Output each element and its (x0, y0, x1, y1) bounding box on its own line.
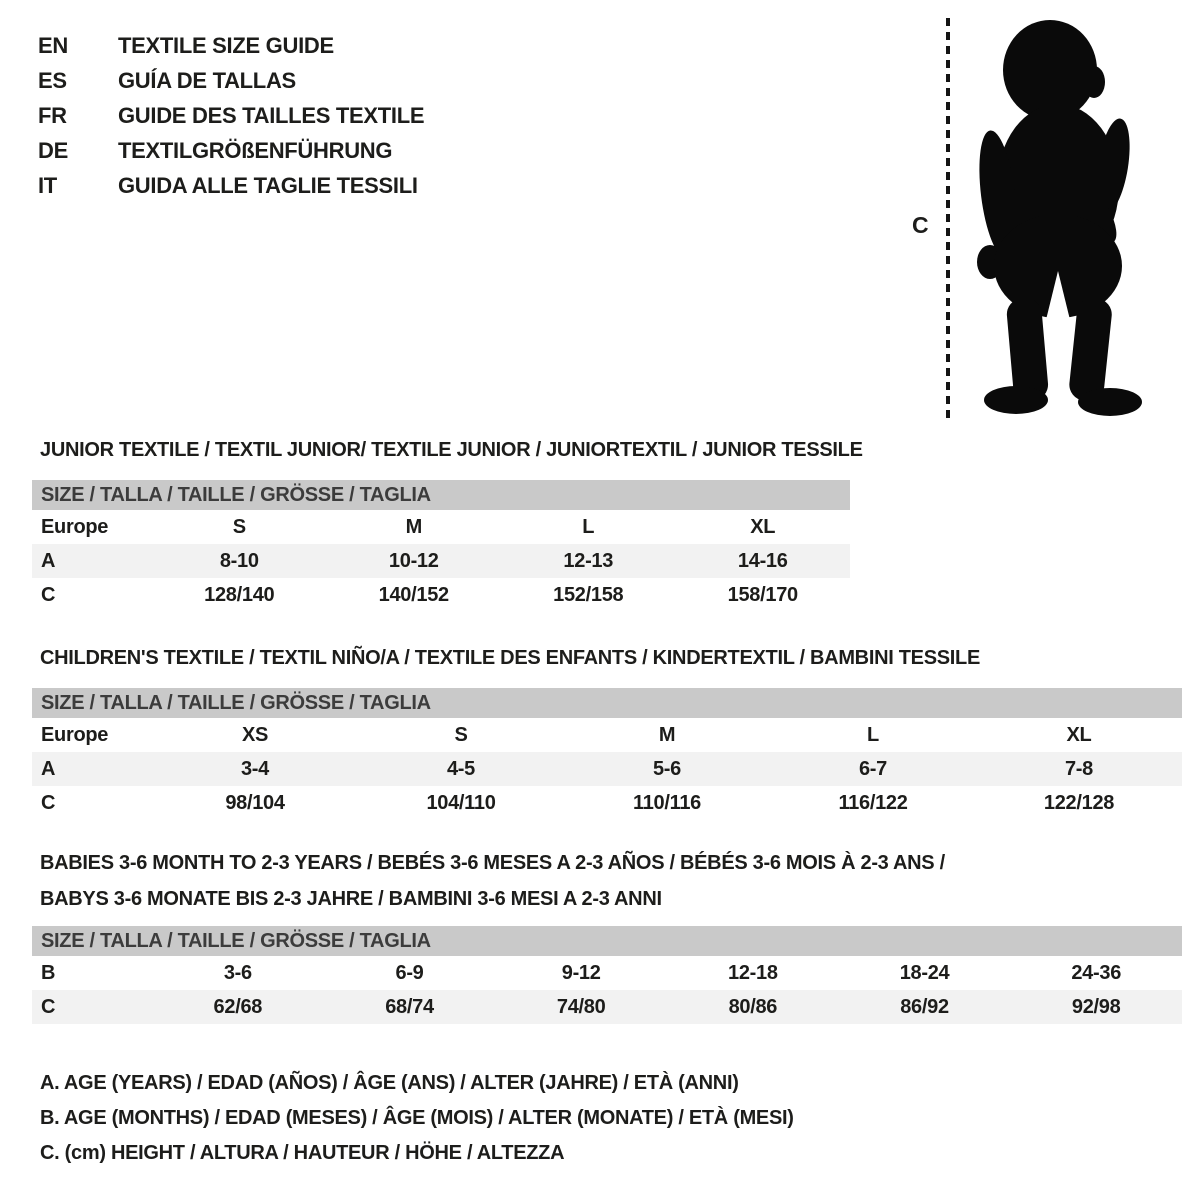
babies-title-line2: BABYS 3-6 MONATE BIS 2-3 JAHRE / BAMBINI 3-6 MESI A 2-3 ANNI (40, 888, 662, 910)
table-cell: 14-16 (737, 549, 788, 572)
babies-section-title (40, 845, 945, 917)
junior-row-a (32, 544, 850, 578)
table-cell: 12-18 (728, 961, 778, 984)
lang-title-de: TEXTILGRÖßENFÜHRUNG (118, 137, 393, 163)
lang-code-fr: FR (38, 102, 67, 128)
children-col-xs: XS (241, 723, 269, 746)
children-columns-row (32, 718, 1182, 752)
table-cell: 158/170 (727, 583, 798, 606)
children-col-l: L (867, 723, 879, 746)
junior-table (32, 480, 850, 612)
table-cell: 4-5 (446, 757, 475, 780)
note-height-cm: C. (cm) HEIGHT / ALTURA / HAUTEUR / HÖHE / ALTEZZA (40, 1142, 565, 1164)
lang-code-de: DE (38, 137, 68, 163)
lang-code-it: IT (38, 172, 57, 198)
junior-row-c (32, 578, 850, 612)
height-dashed-line (946, 18, 950, 418)
junior-region-label: Europe (41, 515, 109, 538)
lang-row-de (38, 133, 424, 168)
children-region-label: Europe (41, 723, 109, 746)
junior-row-a-label: A (41, 549, 56, 572)
table-cell: 9-12 (561, 961, 601, 984)
lang-row-it (38, 168, 424, 203)
table-cell: 104/110 (426, 791, 496, 814)
children-section-title: CHILDREN'S TEXTILE / TEXTIL NIÑO/A / TEXTILE DES ENFANTS / KINDERTEXTIL / BAMBINI TESSILE (40, 647, 980, 669)
lang-title-fr: GUIDE DES TAILLES TEXTILE (118, 102, 425, 128)
children-col-m: M (658, 723, 676, 746)
table-cell: 116/122 (838, 791, 908, 814)
children-row-c (32, 786, 1182, 820)
language-title-list (38, 28, 424, 203)
junior-col-m: M (405, 515, 422, 538)
junior-row-c-label: C (41, 583, 56, 606)
lang-title-es: GUÍA DE TALLAS (118, 67, 296, 93)
table-cell: 3-4 (240, 757, 269, 780)
children-row-a (32, 752, 1182, 786)
table-cell: 10-12 (388, 549, 439, 572)
table-cell: 122/128 (1043, 791, 1115, 814)
table-cell: 110/116 (633, 791, 701, 814)
table-cell: 74/80 (556, 995, 606, 1018)
lang-row-fr (38, 98, 424, 133)
table-cell: 5-6 (652, 757, 681, 780)
table-cell: 12-13 (563, 549, 614, 572)
lang-row-en (38, 28, 424, 63)
legend-notes (40, 1066, 794, 1171)
table-cell: 68/74 (385, 995, 434, 1018)
babies-size-header: SIZE / TALLA / TAILLE / GRÖSSE / TAGLIA (32, 926, 1182, 956)
children-row-c-label: C (41, 791, 56, 814)
junior-section-title: JUNIOR TEXTILE / TEXTIL JUNIOR/ TEXTILE JUNIOR / JUNIORTEXTIL / JUNIOR TESSILE (40, 439, 863, 461)
lang-title-en: TEXTILE SIZE GUIDE (118, 32, 334, 58)
table-cell: 80/86 (728, 995, 778, 1018)
table-cell: 7-8 (1064, 757, 1093, 780)
table-cell: 140/152 (378, 583, 449, 606)
table-cell: 98/104 (225, 791, 285, 814)
children-table (32, 688, 1182, 820)
lang-code-es: ES (38, 67, 67, 93)
junior-col-l: L (582, 515, 595, 538)
table-cell: 128/140 (204, 583, 275, 606)
toddler-silhouette-image (960, 16, 1148, 420)
children-row-a-label: A (41, 757, 56, 780)
table-cell: 152/158 (553, 583, 624, 606)
table-cell: 6-7 (858, 757, 887, 780)
babies-table (32, 926, 1182, 1024)
babies-row-b-label: B (41, 961, 56, 984)
table-cell: 92/98 (1071, 995, 1121, 1018)
table-cell: 3-6 (223, 961, 252, 984)
children-size-header: SIZE / TALLA / TAILLE / GRÖSSE / TAGLIA (32, 688, 1182, 718)
note-age-months: B. AGE (MONTHS) / EDAD (MESES) / ÂGE (MOIS) / ALTER (MONATE) / ETÀ (MESI) (40, 1107, 794, 1129)
table-cell: 18-24 (899, 961, 950, 984)
children-col-xl: XL (1066, 723, 1092, 746)
lang-title-it: GUIDA ALLE TAGLIE TESSILI (118, 172, 418, 198)
junior-columns-row (32, 510, 850, 544)
babies-row-b (32, 956, 1182, 990)
junior-col-xl: XL (750, 515, 776, 538)
babies-title-line1: BABIES 3-6 MONTH TO 2-3 YEARS / BEBÉS 3-6 MESES A 2-3 AÑOS / BÉBÉS 3-6 MOIS À 2-3 ANS / (40, 852, 945, 874)
height-measure-label: C (912, 212, 929, 238)
lang-code-en: EN (38, 32, 68, 58)
note-age-years: A. AGE (YEARS) / EDAD (AÑOS) / ÂGE (ANS) / ALTER (JAHRE) / ETÀ (ANNI) (40, 1072, 739, 1094)
table-cell: 86/92 (900, 995, 949, 1018)
table-cell: 8-10 (219, 549, 259, 572)
table-cell: 62/68 (213, 995, 263, 1018)
children-col-s: S (454, 723, 468, 746)
junior-col-s: S (232, 515, 246, 538)
junior-size-header: SIZE / TALLA / TAILLE / GRÖSSE / TAGLIA (32, 480, 850, 510)
table-cell: 6-9 (395, 961, 424, 984)
babies-row-c-label: C (41, 995, 56, 1018)
table-cell: 24-36 (1071, 961, 1122, 984)
babies-row-c (32, 990, 1182, 1024)
lang-row-es (38, 63, 424, 98)
